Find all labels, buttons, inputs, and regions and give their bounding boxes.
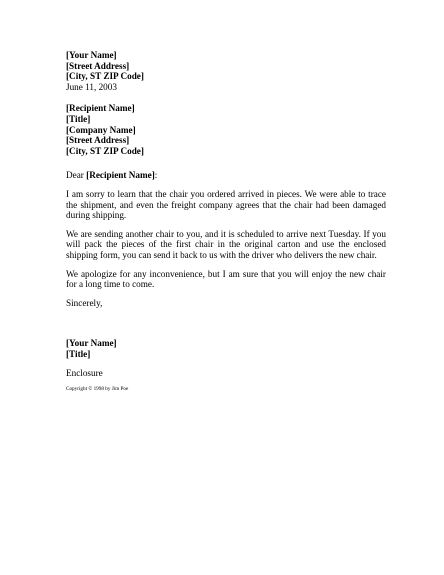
recipient-street: [Street Address] [66, 135, 130, 146]
signature-block [66, 338, 386, 359]
body-paragraph-1: I am sorry to learn that the chair you ordered arrived in pieces. We were able to trace the shipment, and even the freight company agrees that the chair had been damaged during shipping. [66, 188, 386, 221]
recipient-company: [Company Name] [66, 124, 136, 135]
sender-street: [Street Address] [66, 60, 130, 71]
letter-content [66, 50, 386, 393]
recipient-title: [Title] [66, 113, 91, 124]
recipient-block [66, 103, 386, 156]
sender-name: [Your Name] [66, 50, 117, 60]
body-paragraph-3: We apologize for any inconvenience, but I am sure that you will enjoy the new chair for a long time to come. [66, 268, 386, 290]
salutation [66, 170, 386, 181]
recipient-city: [City, ST ZIP Code] [66, 145, 144, 156]
salutation-name: [Recipient Name] [86, 170, 155, 181]
salutation-prefix: Dear [66, 170, 87, 181]
body-paragraph-2: We are sending another chair to you, and it is scheduled to arrive next Tuesday. If you will pack the pieces of the first chair in the original carton and use the enclosed shipping form, you can send it back to us with the driver who delivers the new chair. [66, 228, 386, 260]
closing: Sincerely, [66, 297, 103, 308]
copyright-notice: Copyright © 1998 by Jim Poe [66, 386, 129, 393]
recipient-name: [Recipient Name] [66, 103, 135, 114]
sender-city: [City, ST ZIP Code] [66, 71, 144, 82]
signature-title: [Title] [66, 348, 91, 359]
salutation-suffix: : [154, 170, 158, 181]
enclosure-note: Enclosure [66, 368, 103, 379]
letter-date: June 11, 2003 [66, 81, 117, 92]
signature-name: [Your Name] [66, 338, 117, 349]
sender-block [66, 50, 386, 92]
